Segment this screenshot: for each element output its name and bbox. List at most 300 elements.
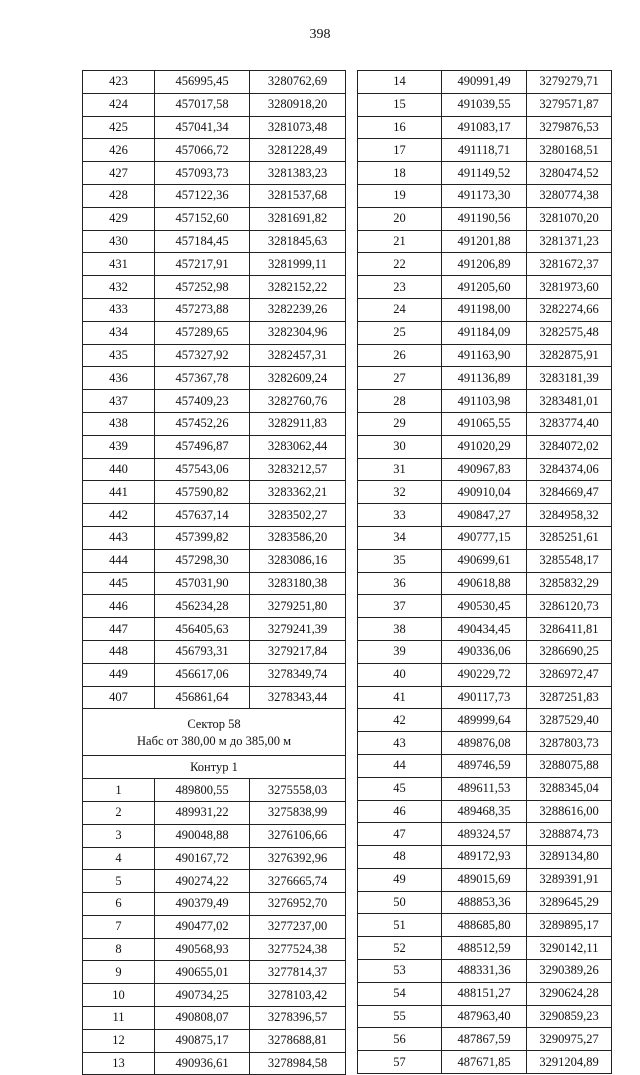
point-number-cell: 10 xyxy=(83,984,155,1007)
x-coordinate-cell: 491206,89 xyxy=(442,253,527,276)
point-number-cell: 29 xyxy=(358,412,442,435)
x-coordinate-cell: 490048,88 xyxy=(155,824,250,847)
table-row xyxy=(83,824,346,847)
x-coordinate-cell: 489611,53 xyxy=(442,777,527,800)
point-number-cell: 45 xyxy=(358,777,442,800)
table-row xyxy=(83,915,346,938)
table-row xyxy=(83,686,346,709)
x-coordinate-cell: 457041,34 xyxy=(155,116,250,139)
point-number-cell: 429 xyxy=(83,207,155,230)
x-coordinate-cell: 457637,14 xyxy=(155,504,250,527)
x-coordinate-cell: 491149,52 xyxy=(442,162,527,185)
table-row xyxy=(83,344,346,367)
table-row xyxy=(358,435,612,458)
table-row xyxy=(83,984,346,1007)
point-number-cell: 25 xyxy=(358,321,442,344)
point-number-cell: 431 xyxy=(83,253,155,276)
sector-header-row xyxy=(83,709,346,756)
x-coordinate-cell: 491163,90 xyxy=(442,344,527,367)
point-number-cell: 426 xyxy=(83,139,155,162)
point-number-cell: 18 xyxy=(358,162,442,185)
point-number-cell: 425 xyxy=(83,116,155,139)
table-row xyxy=(83,435,346,458)
y-coordinate-cell: 3279217,84 xyxy=(250,640,346,663)
x-coordinate-cell: 456617,06 xyxy=(155,663,250,686)
table-row xyxy=(83,526,346,549)
x-coordinate-cell: 488853,36 xyxy=(442,891,527,914)
point-number-cell: 50 xyxy=(358,891,442,914)
table-row xyxy=(358,663,612,686)
x-coordinate-cell: 490991,49 xyxy=(442,71,527,94)
x-coordinate-cell: 487671,85 xyxy=(442,1051,527,1074)
x-coordinate-cell: 490655,01 xyxy=(155,961,250,984)
y-coordinate-cell: 3278349,74 xyxy=(250,663,346,686)
table-row xyxy=(358,162,612,185)
x-coordinate-cell: 491118,71 xyxy=(442,139,527,162)
point-number-cell: 430 xyxy=(83,230,155,253)
y-coordinate-cell: 3278396,57 xyxy=(250,1007,346,1030)
table-row xyxy=(358,846,612,869)
point-number-cell: 434 xyxy=(83,321,155,344)
y-coordinate-cell: 3282457,31 xyxy=(250,344,346,367)
table-row xyxy=(358,937,612,960)
table-row xyxy=(83,116,346,139)
table-row xyxy=(83,870,346,893)
y-coordinate-cell: 3279571,87 xyxy=(527,93,612,116)
y-coordinate-cell: 3276952,70 xyxy=(250,893,346,916)
table-row xyxy=(358,390,612,413)
table-row xyxy=(83,298,346,321)
point-number-cell: 4 xyxy=(83,847,155,870)
point-number-cell: 48 xyxy=(358,846,442,869)
point-number-cell: 42 xyxy=(358,709,442,732)
y-coordinate-cell: 3275838,99 xyxy=(250,801,346,824)
table-row xyxy=(83,663,346,686)
x-coordinate-cell: 457093,73 xyxy=(155,162,250,185)
y-coordinate-cell: 3284669,47 xyxy=(527,481,612,504)
y-coordinate-cell: 3281070,20 xyxy=(527,207,612,230)
point-number-cell: 423 xyxy=(83,71,155,94)
table-row xyxy=(83,938,346,961)
point-number-cell: 41 xyxy=(358,686,442,709)
y-coordinate-cell: 3278984,58 xyxy=(250,1052,346,1075)
point-number-cell: 27 xyxy=(358,367,442,390)
point-number-cell: 15 xyxy=(358,93,442,116)
y-coordinate-cell: 3289645,29 xyxy=(527,891,612,914)
y-coordinate-cell: 3288874,73 xyxy=(527,823,612,846)
x-coordinate-cell: 489746,59 xyxy=(442,754,527,777)
table-row xyxy=(83,93,346,116)
x-coordinate-cell: 491184,09 xyxy=(442,321,527,344)
y-coordinate-cell: 3285832,29 xyxy=(527,572,612,595)
x-coordinate-cell: 487963,40 xyxy=(442,1005,527,1028)
x-coordinate-cell: 457452,26 xyxy=(155,412,250,435)
table-row xyxy=(83,162,346,185)
x-coordinate-cell: 457273,88 xyxy=(155,298,250,321)
point-number-cell: 1 xyxy=(83,779,155,802)
table-row xyxy=(83,801,346,824)
point-number-cell: 34 xyxy=(358,526,442,549)
table-row xyxy=(358,914,612,937)
point-number-cell: 440 xyxy=(83,458,155,481)
point-number-cell: 7 xyxy=(83,915,155,938)
point-number-cell: 39 xyxy=(358,640,442,663)
table-row xyxy=(358,982,612,1005)
x-coordinate-cell: 457367,78 xyxy=(155,367,250,390)
table-row xyxy=(358,526,612,549)
x-coordinate-cell: 457017,58 xyxy=(155,93,250,116)
point-number-cell: 443 xyxy=(83,526,155,549)
table-row xyxy=(83,572,346,595)
table-row xyxy=(358,344,612,367)
x-coordinate-cell: 457543,06 xyxy=(155,458,250,481)
point-number-cell: 446 xyxy=(83,595,155,618)
point-number-cell: 8 xyxy=(83,938,155,961)
table-row xyxy=(83,412,346,435)
sector-subtitle: Набс от 380,00 м до 385,00 м xyxy=(137,734,291,749)
x-coordinate-cell: 491190,56 xyxy=(442,207,527,230)
point-number-cell: 424 xyxy=(83,93,155,116)
table-row xyxy=(83,847,346,870)
y-coordinate-cell: 3287529,40 xyxy=(527,709,612,732)
table-row xyxy=(358,504,612,527)
table-row xyxy=(83,367,346,390)
table-row xyxy=(83,207,346,230)
y-coordinate-cell: 3279251,80 xyxy=(250,595,346,618)
x-coordinate-cell: 456793,31 xyxy=(155,640,250,663)
y-coordinate-cell: 3282760,76 xyxy=(250,390,346,413)
x-coordinate-cell: 491039,55 xyxy=(442,93,527,116)
y-coordinate-cell: 3278688,81 xyxy=(250,1029,346,1052)
point-number-cell: 19 xyxy=(358,184,442,207)
x-coordinate-cell: 457184,45 xyxy=(155,230,250,253)
sector-header xyxy=(83,709,346,756)
table-row xyxy=(358,412,612,435)
table-row xyxy=(83,276,346,299)
y-coordinate-cell: 3282911,83 xyxy=(250,412,346,435)
y-coordinate-cell: 3290859,23 xyxy=(527,1005,612,1028)
table-row xyxy=(358,1028,612,1051)
point-number-cell: 449 xyxy=(83,663,155,686)
x-coordinate-cell: 491201,88 xyxy=(442,230,527,253)
table-row xyxy=(358,868,612,891)
y-coordinate-cell: 3290389,26 xyxy=(527,960,612,983)
y-coordinate-cell: 3276392,96 xyxy=(250,847,346,870)
x-coordinate-cell: 489931,22 xyxy=(155,801,250,824)
point-number-cell: 55 xyxy=(358,1005,442,1028)
table-row xyxy=(83,961,346,984)
y-coordinate-cell: 3276665,74 xyxy=(250,870,346,893)
table-row xyxy=(358,595,612,618)
y-coordinate-cell: 3288616,00 xyxy=(527,800,612,823)
table-row xyxy=(358,1051,612,1074)
point-number-cell: 2 xyxy=(83,801,155,824)
x-coordinate-cell: 456861,64 xyxy=(155,686,250,709)
y-coordinate-cell: 3283481,01 xyxy=(527,390,612,413)
point-number-cell: 3 xyxy=(83,824,155,847)
point-number-cell: 433 xyxy=(83,298,155,321)
point-number-cell: 51 xyxy=(358,914,442,937)
y-coordinate-cell: 3282152,22 xyxy=(250,276,346,299)
y-coordinate-cell: 3288345,04 xyxy=(527,777,612,800)
x-coordinate-cell: 457298,30 xyxy=(155,549,250,572)
point-number-cell: 11 xyxy=(83,1007,155,1030)
x-coordinate-cell: 456405,63 xyxy=(155,618,250,641)
table-row xyxy=(358,891,612,914)
table-row xyxy=(358,367,612,390)
point-number-cell: 14 xyxy=(358,71,442,94)
point-number-cell: 407 xyxy=(83,686,155,709)
y-coordinate-cell: 3281228,49 xyxy=(250,139,346,162)
x-coordinate-cell: 457031,90 xyxy=(155,572,250,595)
point-number-cell: 16 xyxy=(358,116,442,139)
x-coordinate-cell: 490910,04 xyxy=(442,481,527,504)
x-coordinate-cell: 490167,72 xyxy=(155,847,250,870)
table-row xyxy=(358,618,612,641)
table-row xyxy=(83,253,346,276)
y-coordinate-cell: 3286972,47 xyxy=(527,663,612,686)
y-coordinate-cell: 3286411,81 xyxy=(527,618,612,641)
point-number-cell: 438 xyxy=(83,412,155,435)
x-coordinate-cell: 491103,98 xyxy=(442,390,527,413)
table-row xyxy=(358,754,612,777)
table-row xyxy=(358,960,612,983)
y-coordinate-cell: 3277237,00 xyxy=(250,915,346,938)
y-coordinate-cell: 3282575,48 xyxy=(527,321,612,344)
x-coordinate-cell: 489172,93 xyxy=(442,846,527,869)
table-row xyxy=(358,549,612,572)
point-number-cell: 52 xyxy=(358,937,442,960)
table-row xyxy=(83,390,346,413)
y-coordinate-cell: 3283502,27 xyxy=(250,504,346,527)
point-number-cell: 40 xyxy=(358,663,442,686)
y-coordinate-cell: 3291204,89 xyxy=(527,1051,612,1074)
x-coordinate-cell: 457152,60 xyxy=(155,207,250,230)
table-row xyxy=(83,893,346,916)
y-coordinate-cell: 3281845,63 xyxy=(250,230,346,253)
x-coordinate-cell: 490936,61 xyxy=(155,1052,250,1075)
x-coordinate-cell: 490618,88 xyxy=(442,572,527,595)
x-coordinate-cell: 490568,93 xyxy=(155,938,250,961)
x-coordinate-cell: 487867,59 xyxy=(442,1028,527,1051)
table-row xyxy=(83,504,346,527)
contour-header-row xyxy=(83,756,346,779)
point-number-cell: 49 xyxy=(358,868,442,891)
point-number-cell: 24 xyxy=(358,298,442,321)
point-number-cell: 56 xyxy=(358,1028,442,1051)
x-coordinate-cell: 490808,07 xyxy=(155,1007,250,1030)
y-coordinate-cell: 3282239,26 xyxy=(250,298,346,321)
right-coordinates-table xyxy=(357,70,612,1074)
table-row xyxy=(358,823,612,846)
y-coordinate-cell: 3290624,28 xyxy=(527,982,612,1005)
point-number-cell: 437 xyxy=(83,390,155,413)
table-row xyxy=(358,709,612,732)
y-coordinate-cell: 3279876,53 xyxy=(527,116,612,139)
x-coordinate-cell: 488512,59 xyxy=(442,937,527,960)
y-coordinate-cell: 3285548,17 xyxy=(527,549,612,572)
point-number-cell: 17 xyxy=(358,139,442,162)
y-coordinate-cell: 3283180,38 xyxy=(250,572,346,595)
y-coordinate-cell: 3287803,73 xyxy=(527,732,612,755)
y-coordinate-cell: 3286120,73 xyxy=(527,595,612,618)
y-coordinate-cell: 3283181,39 xyxy=(527,367,612,390)
y-coordinate-cell: 3282609,24 xyxy=(250,367,346,390)
x-coordinate-cell: 490477,02 xyxy=(155,915,250,938)
point-number-cell: 441 xyxy=(83,481,155,504)
table-row xyxy=(83,481,346,504)
y-coordinate-cell: 3284072,02 xyxy=(527,435,612,458)
x-coordinate-cell: 457409,23 xyxy=(155,390,250,413)
table-row xyxy=(83,321,346,344)
y-coordinate-cell: 3281691,82 xyxy=(250,207,346,230)
y-coordinate-cell: 3289134,80 xyxy=(527,846,612,869)
y-coordinate-cell: 3286690,25 xyxy=(527,640,612,663)
y-coordinate-cell: 3281383,23 xyxy=(250,162,346,185)
y-coordinate-cell: 3280774,38 xyxy=(527,184,612,207)
y-coordinate-cell: 3284374,06 xyxy=(527,458,612,481)
point-number-cell: 54 xyxy=(358,982,442,1005)
y-coordinate-cell: 3281371,23 xyxy=(527,230,612,253)
y-coordinate-cell: 3283062,44 xyxy=(250,435,346,458)
y-coordinate-cell: 3280762,69 xyxy=(250,71,346,94)
table-row xyxy=(83,1052,346,1075)
table-row xyxy=(358,139,612,162)
y-coordinate-cell: 3275558,03 xyxy=(250,779,346,802)
x-coordinate-cell: 457217,91 xyxy=(155,253,250,276)
x-coordinate-cell: 490699,61 xyxy=(442,549,527,572)
y-coordinate-cell: 3283774,40 xyxy=(527,412,612,435)
point-number-cell: 6 xyxy=(83,893,155,916)
page-number: 398 xyxy=(309,27,331,42)
point-number-cell: 53 xyxy=(358,960,442,983)
x-coordinate-cell: 491136,89 xyxy=(442,367,527,390)
x-coordinate-cell: 490875,17 xyxy=(155,1029,250,1052)
table-row xyxy=(83,458,346,481)
x-coordinate-cell: 491173,30 xyxy=(442,184,527,207)
y-coordinate-cell: 3283362,21 xyxy=(250,481,346,504)
table-row xyxy=(358,207,612,230)
point-number-cell: 20 xyxy=(358,207,442,230)
table-row xyxy=(358,230,612,253)
table-row xyxy=(83,139,346,162)
table-row xyxy=(358,184,612,207)
point-number-cell: 38 xyxy=(358,618,442,641)
table-row xyxy=(358,686,612,709)
contour-title: Контур 1 xyxy=(83,756,346,779)
table-row xyxy=(358,321,612,344)
x-coordinate-cell: 489468,35 xyxy=(442,800,527,823)
y-coordinate-cell: 3283212,57 xyxy=(250,458,346,481)
y-coordinate-cell: 3289895,17 xyxy=(527,914,612,937)
y-coordinate-cell: 3279241,39 xyxy=(250,618,346,641)
point-number-cell: 31 xyxy=(358,458,442,481)
y-coordinate-cell: 3284958,32 xyxy=(527,504,612,527)
table-row xyxy=(83,549,346,572)
table-row xyxy=(358,298,612,321)
x-coordinate-cell: 457122,36 xyxy=(155,184,250,207)
x-coordinate-cell: 488331,36 xyxy=(442,960,527,983)
x-coordinate-cell: 491065,55 xyxy=(442,412,527,435)
point-number-cell: 428 xyxy=(83,184,155,207)
y-coordinate-cell: 3280474,52 xyxy=(527,162,612,185)
y-coordinate-cell: 3278103,42 xyxy=(250,984,346,1007)
point-number-cell: 43 xyxy=(358,732,442,755)
x-coordinate-cell: 491083,17 xyxy=(442,116,527,139)
table-row xyxy=(358,276,612,299)
x-coordinate-cell: 491205,60 xyxy=(442,276,527,299)
x-coordinate-cell: 489876,08 xyxy=(442,732,527,755)
y-coordinate-cell: 3285251,61 xyxy=(527,526,612,549)
y-coordinate-cell: 3283586,20 xyxy=(250,526,346,549)
table-row xyxy=(358,71,612,94)
y-coordinate-cell: 3281999,11 xyxy=(250,253,346,276)
point-number-cell: 442 xyxy=(83,504,155,527)
point-number-cell: 23 xyxy=(358,276,442,299)
y-coordinate-cell: 3281973,60 xyxy=(527,276,612,299)
point-number-cell: 44 xyxy=(358,754,442,777)
x-coordinate-cell: 490379,49 xyxy=(155,893,250,916)
point-number-cell: 445 xyxy=(83,572,155,595)
table-row xyxy=(83,779,346,802)
point-number-cell: 13 xyxy=(83,1052,155,1075)
x-coordinate-cell: 490967,83 xyxy=(442,458,527,481)
y-coordinate-cell: 3280918,20 xyxy=(250,93,346,116)
left-coordinates-table xyxy=(82,70,346,1075)
y-coordinate-cell: 3282274,66 xyxy=(527,298,612,321)
table-row xyxy=(358,116,612,139)
table-row xyxy=(83,184,346,207)
x-coordinate-cell: 457289,65 xyxy=(155,321,250,344)
point-number-cell: 26 xyxy=(358,344,442,367)
y-coordinate-cell: 3278343,44 xyxy=(250,686,346,709)
point-number-cell: 439 xyxy=(83,435,155,458)
point-number-cell: 12 xyxy=(83,1029,155,1052)
y-coordinate-cell: 3279279,71 xyxy=(527,71,612,94)
point-number-cell: 57 xyxy=(358,1051,442,1074)
point-number-cell: 22 xyxy=(358,253,442,276)
x-coordinate-cell: 490847,27 xyxy=(442,504,527,527)
point-number-cell: 436 xyxy=(83,367,155,390)
table-row xyxy=(83,640,346,663)
x-coordinate-cell: 490336,06 xyxy=(442,640,527,663)
x-coordinate-cell: 489324,57 xyxy=(442,823,527,846)
point-number-cell: 32 xyxy=(358,481,442,504)
point-number-cell: 448 xyxy=(83,640,155,663)
table-row xyxy=(358,481,612,504)
table-row xyxy=(83,230,346,253)
table-row xyxy=(358,458,612,481)
x-coordinate-cell: 457066,72 xyxy=(155,139,250,162)
table-row xyxy=(83,71,346,94)
sector-title: Сектор 58 xyxy=(187,717,241,732)
x-coordinate-cell: 488685,80 xyxy=(442,914,527,937)
point-number-cell: 36 xyxy=(358,572,442,595)
table-row xyxy=(358,572,612,595)
x-coordinate-cell: 489999,64 xyxy=(442,709,527,732)
y-coordinate-cell: 3276106,66 xyxy=(250,824,346,847)
point-number-cell: 435 xyxy=(83,344,155,367)
point-number-cell: 46 xyxy=(358,800,442,823)
table-row xyxy=(358,732,612,755)
x-coordinate-cell: 457327,92 xyxy=(155,344,250,367)
point-number-cell: 432 xyxy=(83,276,155,299)
x-coordinate-cell: 489800,55 xyxy=(155,779,250,802)
y-coordinate-cell: 3282304,96 xyxy=(250,321,346,344)
table-row xyxy=(358,777,612,800)
y-coordinate-cell: 3281537,68 xyxy=(250,184,346,207)
y-coordinate-cell: 3281073,48 xyxy=(250,116,346,139)
